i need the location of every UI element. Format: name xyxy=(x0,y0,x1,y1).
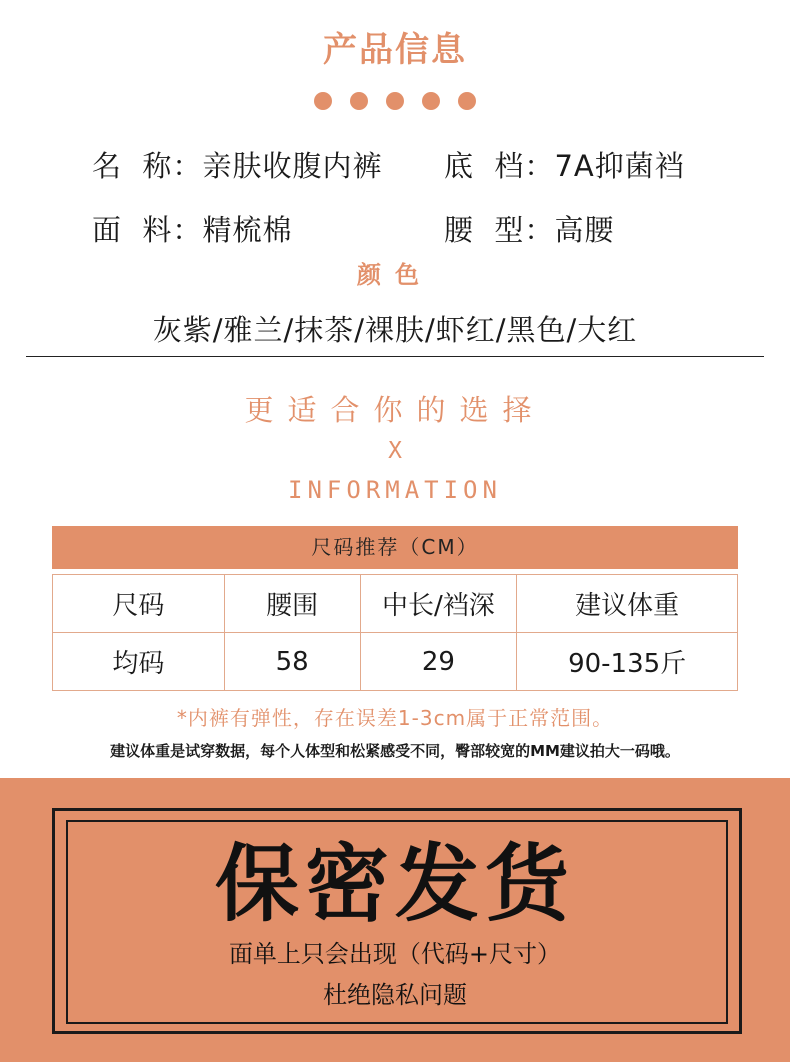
cell-weight: 90-135斤 xyxy=(517,633,738,691)
dot xyxy=(314,92,332,110)
weight-note: 建议体重是试穿数据，每个人体型和松紧感受不同，臀部较宽的MM建议拍大一码哦。 xyxy=(110,742,680,760)
info-fabric xyxy=(92,208,292,249)
fabric-value: 精梳棉 xyxy=(202,213,293,247)
crotch-label: 底 档： xyxy=(444,149,555,183)
dot xyxy=(350,92,368,110)
info-crotch xyxy=(444,144,685,185)
name-value: 亲肤收腹内裤 xyxy=(202,149,383,183)
subtitle-line1: 更适合你的选择 xyxy=(244,393,546,427)
color-heading: 颜色 xyxy=(357,261,433,289)
subtitle-x: X xyxy=(388,438,402,464)
waist-value: 高腰 xyxy=(554,213,615,247)
waist-label: 腰 型： xyxy=(444,213,555,247)
info-name xyxy=(92,144,382,185)
privacy-headline: 保密发货 xyxy=(214,835,575,933)
cell-length: 29 xyxy=(360,633,517,691)
divider xyxy=(26,356,764,357)
dot xyxy=(386,92,404,110)
privacy-line2: 杜绝隐私问题 xyxy=(323,981,467,1009)
dot xyxy=(422,92,440,110)
crotch-value: 7A抑菌裆 xyxy=(554,149,685,183)
dot xyxy=(458,92,476,110)
decorative-dots xyxy=(0,92,790,110)
subtitle-information: INFORMATION xyxy=(288,476,502,504)
cell-waist: 58 xyxy=(224,633,360,691)
table-header-row xyxy=(53,575,738,633)
header-length: 中长/裆深 xyxy=(360,575,517,633)
size-table-title: 尺码推荐（CM） xyxy=(52,526,738,569)
header-size: 尺码 xyxy=(53,575,225,633)
fabric-label: 面 料： xyxy=(92,213,203,247)
info-waist xyxy=(444,208,614,249)
elastic-note: *内裤有弹性，存在误差1-3cm属于正常范围。 xyxy=(176,706,614,730)
page-title: 产品信息 xyxy=(323,30,467,70)
cell-size: 均码 xyxy=(53,633,225,691)
color-list: 灰紫/雅兰/抹茶/裸肤/虾红/黑色/大红 xyxy=(152,313,638,347)
header-waist: 腰围 xyxy=(224,575,360,633)
name-label: 名 称： xyxy=(92,149,203,183)
privacy-line1: 面单上只会出现（代码+尺寸） xyxy=(228,940,562,968)
table-row xyxy=(53,633,738,691)
size-table xyxy=(52,574,738,691)
header-weight: 建议体重 xyxy=(517,575,738,633)
